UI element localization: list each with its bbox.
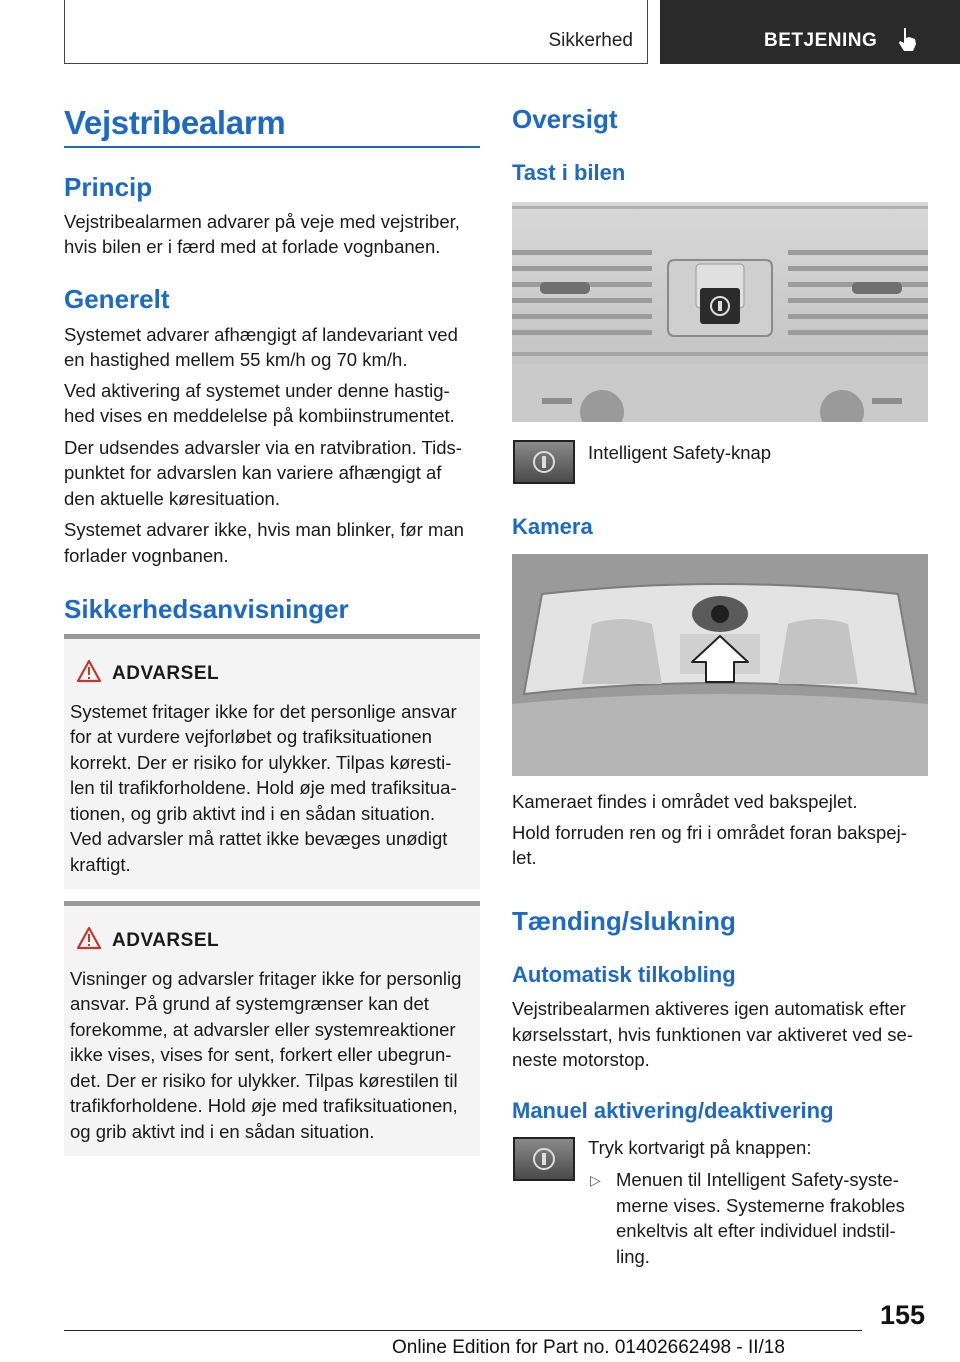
warning-text-2e: det. Der er risiko for ulykker. Tilpas kørestilen til xyxy=(70,1070,458,1091)
dashboard-button-photo xyxy=(512,202,928,422)
bullet-text-4: ling. xyxy=(616,1246,650,1267)
warning-text-2d: ikke vises, vises for sent, forkert eller ubegrun‐ xyxy=(70,1044,452,1065)
intelligent-safety-button-icon xyxy=(513,440,575,484)
header-section: Sikkerhed xyxy=(548,30,633,51)
warning-box-1 xyxy=(64,634,480,889)
hand-pointer-icon xyxy=(896,26,918,52)
para-generelt-1b: en hastighed mellem 55 km/h og 70 km/h. xyxy=(64,349,408,370)
intelligent-safety-button-icon xyxy=(513,1137,575,1181)
camera-interior-photo xyxy=(512,554,928,776)
button-caption: Intelligent Safety-knap xyxy=(588,442,772,463)
heading-tast: Tast i bilen xyxy=(512,160,626,185)
warning-text-2g: og grib aktivt ind i en sådan situation. xyxy=(70,1121,375,1142)
warning-box-2 xyxy=(64,901,480,1156)
heading-kamera: Kamera xyxy=(512,514,593,539)
para-auto-1: Vejstribealarmen aktiveres igen automatisk efter xyxy=(512,998,906,1019)
header-chapter: BETJENING xyxy=(764,30,878,51)
heading-manuel: Manuel aktivering/deaktivering xyxy=(512,1098,834,1123)
header-section-box xyxy=(64,0,648,64)
para-generelt-2a: Ved aktivering af systemet under denne hastig‐ xyxy=(64,380,450,401)
warning-text-1e: tionen, og grib aktivt ind i en sådan situation. xyxy=(70,803,436,824)
title-rule xyxy=(64,146,480,148)
para-kamera-2b: let. xyxy=(512,847,537,868)
warning-text-1d: len til trafikforholdene. Hold øje med trafiksitua‐ xyxy=(70,777,457,798)
bullet-text-1: Menuen til Intelligent Safety-syste‐ xyxy=(616,1169,899,1190)
warning-text-1a: Systemet fritager ikke for det personlige ansvar xyxy=(70,701,457,722)
para-generelt-3a: Der udsendes advarsler via en ratvibration. Tids‐ xyxy=(64,437,462,458)
warning-text-2c: forekomme, at advarsler eller systemreaktioner xyxy=(70,1019,456,1040)
para-generelt-4b: forlader vognbanen. xyxy=(64,545,229,566)
warning-text-1f: Ved advarsler må rattet ikke bevæges unødigt xyxy=(70,828,448,849)
warning-text-2f: trafikforholdene. Hold øje med trafiksituationen, xyxy=(70,1095,458,1116)
warning-title-2: ADVARSEL xyxy=(112,930,220,951)
heading-taending: Tænding/slukning xyxy=(512,906,736,936)
heading-generelt: Generelt xyxy=(64,284,170,314)
para-generelt-1a: Systemet advarer afhængigt af landevariant ved xyxy=(64,324,458,345)
para-auto-2: kørselsstart, hvis funktionen var aktiveret ved se‐ xyxy=(512,1024,913,1045)
warning-text-2b: ansvar. På grund af systemgrænser kan det xyxy=(70,993,429,1014)
heading-automatisk: Automatisk tilkobling xyxy=(512,962,736,987)
warning-title-1: ADVARSEL xyxy=(112,663,220,684)
heading-princip: Princip xyxy=(64,172,153,202)
para-generelt-3b: punktet for advarslen kan variere afhængigt af xyxy=(64,462,442,483)
warning-text-1c: korrekt. Der er risiko for ulykker. Tilpas køresti‐ xyxy=(70,752,452,773)
para-kamera-1: Kameraet findes i området ved bakspejlet. xyxy=(512,791,858,812)
header-chapter-box xyxy=(660,0,960,64)
edition-text: Online Edition for Part no. 01402662498 - II/18 xyxy=(392,1337,785,1358)
bullet-triangle-icon: ▷ xyxy=(590,1172,601,1188)
footer-rule xyxy=(64,1330,862,1331)
warning-triangle-icon xyxy=(76,926,102,950)
page-number: 155 xyxy=(880,1300,926,1330)
para-generelt-2b: hed vises en meddelelse på kombiinstrumentet. xyxy=(64,405,455,426)
safety-symbol-icon xyxy=(515,442,573,482)
para-kamera-2a: Hold forruden ren og fri i området foran bakspej‐ xyxy=(512,822,907,843)
bullet-text-3: enkeltvis alt efter individuel indstil‐ xyxy=(616,1220,896,1241)
para-manuel: Tryk kortvarigt på knappen: xyxy=(588,1137,812,1158)
warning-text-1b: for at vurdere vejforløbet og trafiksituationen xyxy=(70,726,432,747)
para-princip-1: Vejstribealarmen advarer på veje med vejstriber, xyxy=(64,211,460,232)
para-generelt-4a: Systemet advarer ikke, hvis man blinker, før man xyxy=(64,519,464,540)
safety-symbol-icon xyxy=(515,1139,573,1179)
para-auto-3: neste motorstop. xyxy=(512,1049,650,1070)
warning-triangle-icon xyxy=(76,659,102,683)
heading-oversigt: Oversigt xyxy=(512,104,618,134)
para-generelt-3c: den aktuelle køresituation. xyxy=(64,488,280,509)
bullet-text-2: merne vises. Systemerne frakobles xyxy=(616,1195,905,1216)
warning-text-1g: kraftigt. xyxy=(70,854,131,875)
page-title: Vejstribealarm xyxy=(64,104,286,141)
heading-sikkerhed: Sikkerhedsanvisninger xyxy=(64,594,349,624)
para-princip-2: hvis bilen er i færd med at forlade vognbanen. xyxy=(64,236,441,257)
warning-text-2a: Visninger og advarsler fritager ikke for personlig xyxy=(70,968,462,989)
